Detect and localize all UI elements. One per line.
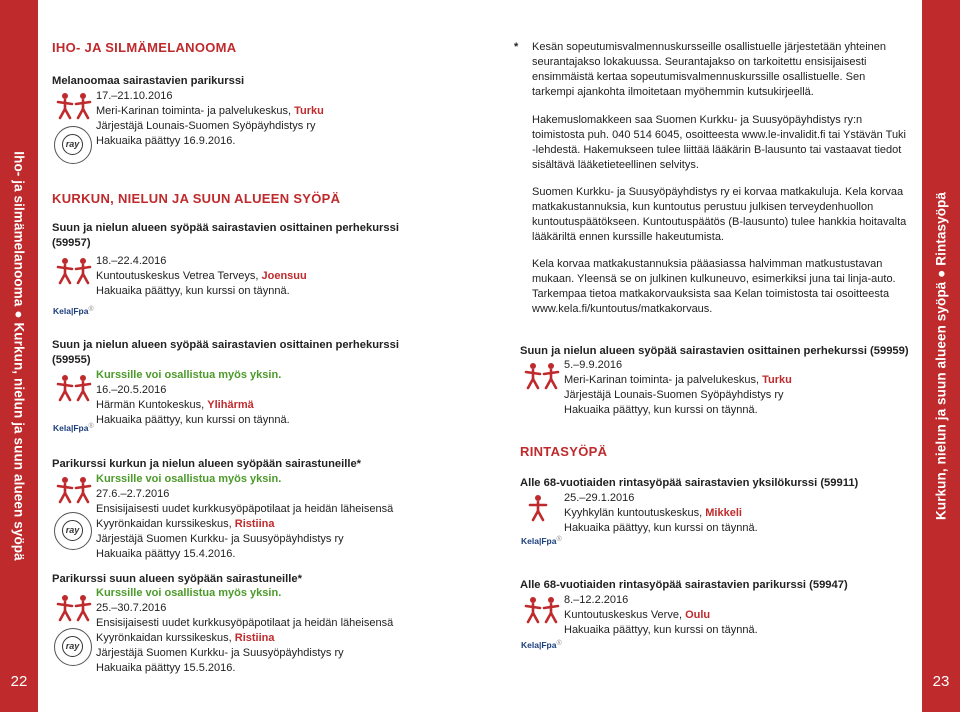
course-venue: Kuntoutuskeskus Verve, Oulu: [564, 609, 711, 621]
course-date: 5.–9.9.2016: [564, 359, 623, 371]
course-date: 17.–21.10.2016: [96, 90, 173, 102]
note-travel-costs: Suomen Kurkku- ja Suusyöpäyhdistys ry ei korvaa matkakuluja. Kela korvaa matkakustannuksia, kun kuntoutus perustuu julkisen terveydenhuollon kuntoutuspäätökseen. Kuntoutuspäätös (B-lausunto) tulee hankkia hoitavalta lääkäriltä ennen kurssille hakeutumista.: [532, 186, 907, 243]
people-icon: [56, 257, 94, 285]
kela-logo: Kela|Fpa®: [53, 306, 94, 316]
kela-logo: Kela|Fpa®: [521, 536, 562, 546]
ray-logo: ray: [54, 628, 92, 666]
people-icon: [56, 92, 94, 120]
kela-logo: Kela|Fpa®: [521, 640, 562, 650]
person-icon: [524, 494, 562, 522]
course-note: Kurssille voi osallistua myös yksin.: [96, 369, 282, 381]
note-application: Hakemuslomakkeen saa Suomen Kurkku- ja Suusyöpäyhdistys ry:n toimistosta puh. 040 514 6045, osoitteesta www.le-invalidit.fi tai Ystävän Tuki -lehdestä. Hakemukseen tulee liittää lääkärin B-lausunto tai vastaavat tiedot sisältävä lääketieteellinen selvitys.: [532, 114, 907, 171]
footnote-star: *: [514, 41, 519, 53]
course-title: Alle 68-vuotiaiden rintasyöpää sairastavien yksilökurssi (59911): [520, 477, 859, 489]
course-organizer: Järjestäjä Suomen Kurkku- ja Suusyöpäyhdistys ry: [96, 647, 344, 659]
course-organizer: Järjestäjä Lounais-Suomen Syöpäyhdistys ry: [564, 389, 784, 401]
heading-head-neck: KURKUN, NIELUN JA SUUN ALUEEN SYÖPÄ: [52, 191, 341, 206]
course-place: Ristiina: [234, 518, 275, 530]
left-tab-text: Iho- ja silmämelanooma ● Kurkun, nielun ja suun alueen syöpä: [11, 151, 27, 561]
kela-logo: Kela|Fpa®: [53, 423, 94, 433]
course-note: Kurssille voi osallistua myös yksin.: [96, 587, 282, 599]
page-number-left: 22: [10, 673, 28, 690]
left-side-tab: [0, 0, 38, 712]
ray-logo: ray: [54, 126, 92, 164]
note-kela-travel: Kela korvaa matkakustannuksia pääasiassa halvimman matkustustavan mukaan. Yleensä se on julkinen kulkuneuvo, esimerkiksi juna tai linja-auto. Tarkempaa tietoa matkakorvauksista saa Kelan toimistosta tai osoitteesta www.kela.fi/kuntoutus/matkakorvaus.: [532, 258, 896, 315]
course-date: 25.–29.1.2016: [564, 492, 635, 504]
people-icon: [56, 476, 94, 504]
course-organizer: Järjestäjä Lounais-Suomen Syöpäyhdistys ry: [96, 120, 316, 132]
course-deadline: Hakuaika päättyy, kun kurssi on täynnä.: [564, 404, 758, 416]
right-tab-text: Kurkun, nielun ja suun alueen syöpä ● Rintasyöpä: [933, 191, 949, 521]
right-side-tab: [922, 0, 960, 712]
course-deadline: Hakuaika päättyy 15.4.2016.: [96, 548, 236, 560]
course-deadline: Hakuaika päättyy, kun kurssi on täynnä.: [96, 285, 290, 297]
heading-breast-cancer: RINTASYÖPÄ: [520, 444, 608, 459]
heading-melanoma: IHO- JA SILMÄMELANOOMA: [52, 40, 237, 55]
course-place: Oulu: [685, 609, 711, 621]
course-venue: Kyyhkylän kuntoutuskeskus, Mikkeli: [564, 507, 742, 519]
course-venue: Kyyrönkaidan kurssikeskus, Ristiina: [96, 632, 275, 644]
course-date: 27.6.–2.7.2016: [96, 488, 170, 500]
people-icon: [56, 374, 94, 402]
course-target: Ensisijaisesti uudet kurkkusyöpäpotilaat ja heidän läheisensä: [96, 503, 394, 515]
course-date: 8.–12.2.2016: [564, 594, 629, 606]
course-venue: Kyyrönkaidan kurssikeskus, Ristiina: [96, 518, 275, 530]
course-place: Ristiina: [234, 632, 275, 644]
course-deadline: Hakuaika päättyy, kun kurssi on täynnä.: [96, 414, 290, 426]
course-title: Melanoomaa sairastavien parikurssi: [52, 75, 245, 87]
course-venue: Meri-Karinan toiminta- ja palvelukeskus, Turku: [96, 105, 324, 117]
people-icon: [524, 362, 562, 390]
course-place: Joensuu: [261, 270, 307, 282]
course-deadline: Hakuaika päättyy 16.9.2016.: [96, 135, 236, 147]
course-deadline: Hakuaika päättyy, kun kurssi on täynnä.: [564, 624, 758, 636]
people-icon: [56, 594, 94, 622]
course-title: Parikurssi kurkun ja nielun alueen syöpään sairastuneille*: [52, 458, 362, 470]
course-title: Suun ja nielun alueen syöpää sairastavien osittainen perhekurssi (59955): [52, 339, 399, 366]
course-organizer: Järjestäjä Suomen Kurkku- ja Suusyöpäyhdistys ry: [96, 533, 344, 545]
course-place: Turku: [762, 374, 792, 386]
course-title: Alle 68-vuotiaiden rintasyöpää sairastavien parikurssi (59947): [520, 579, 848, 591]
people-icon: [524, 596, 562, 624]
course-place: Ylihärmä: [207, 399, 254, 411]
course-note: Kurssille voi osallistua myös yksin.: [96, 473, 282, 485]
course-date: 16.–20.5.2016: [96, 384, 167, 396]
course-title: Parikurssi suun alueen syöpään sairastuneille*: [52, 573, 302, 585]
course-place: Mikkeli: [705, 507, 742, 519]
course-venue: Härmän Kuntokeskus, Ylihärmä: [96, 399, 254, 411]
course-venue: Kuntoutuskeskus Vetrea Terveys, Joensuu: [96, 270, 307, 282]
course-deadline: Hakuaika päättyy, kun kurssi on täynnä.: [564, 522, 758, 534]
course-date: 25.–30.7.2016: [96, 602, 167, 614]
course-title: Suun ja nielun alueen syöpää sairastavien osittainen perhekurssi (59957): [52, 222, 399, 249]
course-target: Ensisijaisesti uudet kurkkusyöpäpotilaat ja heidän läheisensä: [96, 617, 394, 629]
page-number-right: 23: [932, 673, 950, 690]
course-place: Turku: [294, 105, 324, 117]
ray-logo: ray: [54, 512, 92, 550]
course-deadline: Hakuaika päättyy 15.5.2016.: [96, 662, 236, 674]
course-venue: Meri-Karinan toiminta- ja palvelukeskus, Turku: [564, 374, 792, 386]
course-date: 18.–22.4.2016: [96, 255, 167, 267]
course-title: Suun ja nielun alueen syöpää sairastavien osittainen perhekurssi (59959): [520, 345, 909, 357]
note-follow-up: Kesän sopeutumisvalmennuskursseille osallistuelle järjestetään yhteinen seurantajakso lokakuussa. Seurantajakso on tarkoitettu ensisijaisesti ensimmäistä kertaa sopeutumisvalmennuskurssille osallistuelle. Sen tarkempi ajankohta ilmoitetaan myöhemmin kutsukirjeellä.: [532, 41, 887, 98]
